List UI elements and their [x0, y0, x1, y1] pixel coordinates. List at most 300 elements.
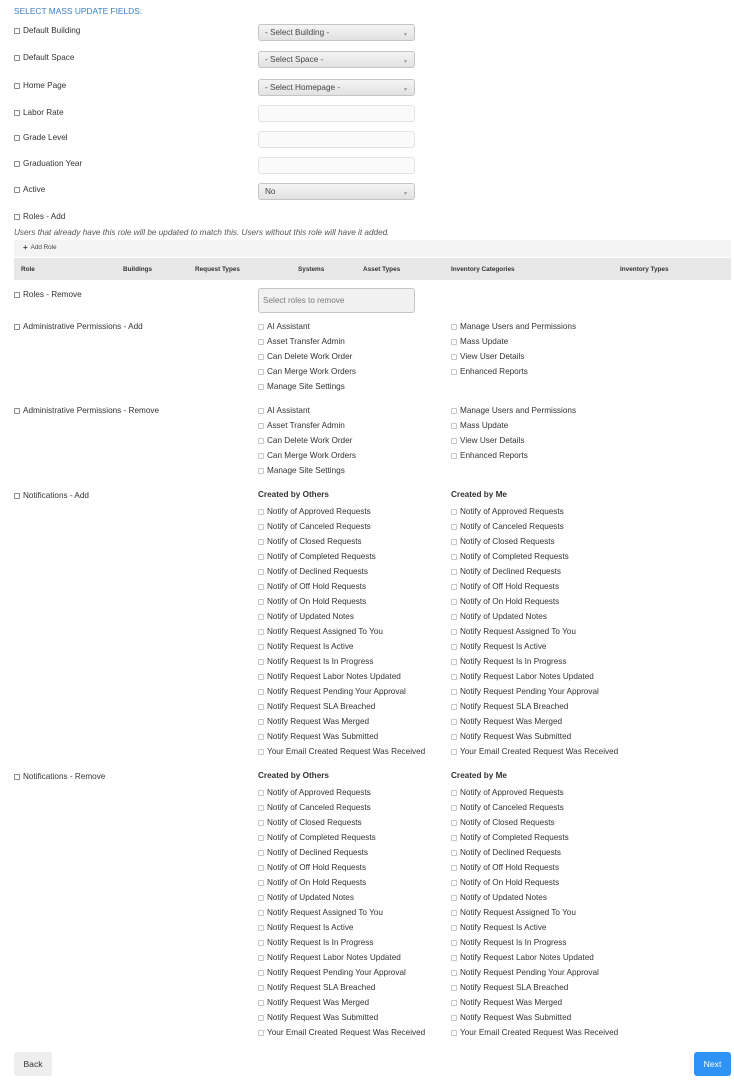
notification-option[interactable] — [451, 654, 618, 669]
notification-checkbox[interactable] — [451, 554, 457, 560]
permission-checkbox[interactable] — [258, 369, 264, 375]
notification-checkbox[interactable] — [258, 805, 264, 811]
notification-checkbox[interactable] — [258, 749, 264, 755]
home-page-field[interactable] — [14, 81, 66, 90]
notification-checkbox[interactable] — [451, 1000, 457, 1006]
permission-checkbox[interactable] — [451, 408, 457, 414]
admin-permissions-remove-field[interactable] — [14, 406, 159, 415]
notification-checkbox[interactable] — [258, 584, 264, 590]
notification-checkbox[interactable] — [258, 880, 264, 886]
permission-checkbox[interactable] — [258, 408, 264, 414]
active-checkbox[interactable] — [14, 187, 20, 193]
labor-rate-checkbox[interactable] — [14, 110, 20, 116]
notifications-add-created-by-me — [451, 490, 618, 759]
notification-option[interactable] — [451, 1010, 618, 1025]
notification-option[interactable] — [258, 714, 425, 729]
notification-option[interactable] — [451, 800, 618, 815]
notifications-add-field[interactable] — [14, 491, 89, 500]
notification-option[interactable] — [258, 504, 425, 519]
notification-checkbox[interactable] — [451, 910, 457, 916]
notification-option[interactable] — [258, 534, 425, 549]
notification-label: Notify of Updated Notes — [460, 612, 547, 621]
add-role-button[interactable] — [23, 243, 57, 252]
notification-option[interactable] — [451, 815, 618, 830]
notification-option[interactable] — [451, 950, 618, 965]
notification-option[interactable] — [258, 564, 425, 579]
roles-remove-label: Roles - Remove — [23, 290, 82, 299]
notification-option[interactable] — [451, 564, 618, 579]
permission-checkbox[interactable] — [258, 438, 264, 444]
notification-label: Notify of Approved Requests — [460, 788, 564, 797]
permission-option[interactable] — [258, 379, 356, 394]
labor-rate-field[interactable] — [14, 108, 64, 117]
column-header-role: Role — [21, 266, 35, 273]
notification-option[interactable] — [451, 579, 618, 594]
notification-option[interactable] — [258, 654, 425, 669]
notification-checkbox[interactable] — [258, 704, 264, 710]
notification-checkbox[interactable] — [258, 1030, 264, 1036]
notifications-remove-created-by-me — [451, 771, 618, 1040]
permission-checkbox[interactable] — [258, 468, 264, 474]
notification-option[interactable] — [451, 594, 618, 609]
chevron-down-icon: ▼ — [403, 87, 408, 93]
notification-label: Notify Request Was Submitted — [267, 732, 379, 741]
notification-label: Notify of Canceled Requests — [460, 803, 564, 812]
notification-option[interactable] — [258, 950, 425, 965]
notification-label: Notify Request Assigned To You — [460, 908, 576, 917]
notification-checkbox[interactable] — [451, 749, 457, 755]
section-title: SELECT MASS UPDATE FIELDS: — [14, 6, 143, 16]
labor-rate-label: Labor Rate — [23, 108, 64, 117]
permission-label: Manage Users and Permissions — [460, 406, 577, 415]
notification-label: Your Email Created Request Was Received — [460, 747, 619, 756]
notification-option[interactable] — [258, 744, 425, 759]
roles-add-note: Users that already have this role will be updated to match this. Users without this role will have it added. — [14, 228, 390, 237]
permission-checkbox[interactable] — [451, 438, 457, 444]
permission-label: Manage Site Settings — [267, 382, 345, 391]
notification-label: Notify Request Is Active — [267, 642, 354, 651]
notification-checkbox[interactable] — [451, 970, 457, 976]
notification-checkbox[interactable] — [451, 644, 457, 650]
notification-checkbox[interactable] — [451, 850, 457, 856]
notification-option[interactable] — [451, 1025, 618, 1040]
notification-option[interactable] — [258, 1025, 425, 1040]
permission-label: Can Delete Work Order — [267, 352, 353, 361]
notification-checkbox[interactable] — [258, 659, 264, 665]
notification-checkbox[interactable] — [451, 659, 457, 665]
notification-option[interactable] — [451, 684, 618, 699]
notification-option[interactable] — [258, 905, 425, 920]
notification-label: Notify of Closed Requests — [267, 537, 362, 546]
roles-add-field[interactable] — [14, 212, 65, 221]
notification-checkbox[interactable] — [451, 820, 457, 826]
back-button[interactable]: Back — [14, 1052, 52, 1076]
active-value: No — [265, 187, 276, 196]
notification-checkbox[interactable] — [258, 554, 264, 560]
notification-option[interactable] — [258, 890, 425, 905]
notification-checkbox[interactable] — [258, 865, 264, 871]
notification-checkbox[interactable] — [258, 820, 264, 826]
next-button[interactable]: Next — [694, 1052, 731, 1076]
notification-option[interactable] — [258, 729, 425, 744]
notification-label: Notify Request Is In Progress — [267, 657, 374, 666]
admin-permissions-add-label: Administrative Permissions - Add — [23, 322, 143, 331]
graduation-year-field[interactable] — [14, 159, 82, 168]
chevron-down-icon: ▼ — [403, 59, 408, 65]
notification-option[interactable] — [258, 594, 425, 609]
notification-option[interactable] — [451, 729, 618, 744]
notification-checkbox[interactable] — [451, 704, 457, 710]
notification-label: Notify Request Is Active — [460, 642, 547, 651]
notification-checkbox[interactable] — [258, 835, 264, 841]
notification-option[interactable] — [258, 1010, 425, 1025]
notification-checkbox[interactable] — [451, 584, 457, 590]
notification-checkbox[interactable] — [451, 790, 457, 796]
permission-option[interactable] — [451, 319, 576, 334]
notification-label: Notify of Canceled Requests — [267, 803, 371, 812]
notification-option[interactable] — [451, 920, 618, 935]
notification-option[interactable] — [451, 980, 618, 995]
notification-label: Notify Request Assigned To You — [267, 908, 383, 917]
notification-option[interactable] — [258, 669, 425, 684]
notification-label: Notify Request Is Active — [460, 923, 547, 932]
notification-label: Notify Request Labor Notes Updated — [460, 953, 594, 962]
notification-option[interactable] — [451, 965, 618, 980]
notification-checkbox[interactable] — [258, 719, 264, 725]
notification-checkbox[interactable] — [451, 674, 457, 680]
permission-checkbox[interactable] — [451, 354, 457, 360]
notifications-add-checkbox[interactable] — [14, 493, 20, 499]
notification-option[interactable] — [451, 534, 618, 549]
notification-label: Notify of Declined Requests — [267, 567, 369, 576]
notification-checkbox[interactable] — [451, 880, 457, 886]
notification-checkbox[interactable] — [451, 599, 457, 605]
notification-checkbox[interactable] — [258, 910, 264, 916]
notification-checkbox[interactable] — [258, 790, 264, 796]
active-label: Active — [23, 185, 46, 194]
roles-add-label: Roles - Add — [23, 212, 66, 221]
notification-checkbox[interactable] — [451, 539, 457, 545]
chevron-down-icon: ▼ — [403, 32, 408, 38]
notification-label: Notify Request Assigned To You — [267, 627, 383, 636]
notification-label: Notify Request Was Merged — [460, 717, 563, 726]
notification-checkbox[interactable] — [258, 644, 264, 650]
permission-label: Enhanced Reports — [460, 451, 528, 460]
notification-label: Notify of Completed Requests — [267, 552, 376, 561]
notification-option[interactable] — [258, 624, 425, 639]
graduation-year-label: Graduation Year — [23, 159, 83, 168]
active-field[interactable] — [14, 185, 45, 194]
permission-option[interactable] — [258, 433, 356, 448]
permission-option[interactable] — [451, 403, 576, 418]
roles-remove-select[interactable] — [258, 288, 415, 313]
notification-label: Notify of Approved Requests — [267, 507, 371, 516]
default-space-field[interactable] — [14, 53, 74, 62]
notification-checkbox[interactable] — [258, 955, 264, 961]
home-page-select[interactable] — [258, 79, 415, 96]
roles-remove-checkbox[interactable] — [14, 292, 20, 298]
notification-checkbox[interactable] — [451, 569, 457, 575]
notification-option[interactable] — [258, 639, 425, 654]
notification-label: Notify Request SLA Breached — [460, 983, 569, 992]
notification-option[interactable] — [258, 980, 425, 995]
active-select[interactable] — [258, 183, 415, 200]
notification-checkbox[interactable] — [451, 614, 457, 620]
default-building-checkbox[interactable] — [14, 28, 20, 34]
permission-option[interactable] — [258, 403, 356, 418]
permission-label: Can Delete Work Order — [267, 436, 353, 445]
permission-checkbox[interactable] — [258, 324, 264, 330]
notification-option[interactable] — [258, 935, 425, 950]
graduation-year-checkbox[interactable] — [14, 161, 20, 167]
notification-checkbox[interactable] — [258, 509, 264, 515]
notification-label: Notify of Updated Notes — [267, 893, 354, 902]
created-by-others-heading: Created by Others — [258, 771, 329, 780]
notifications-remove-created-by-others — [258, 771, 425, 1040]
notification-option[interactable] — [451, 845, 618, 860]
notification-label: Notify Request Was Merged — [267, 717, 370, 726]
notification-option[interactable] — [258, 684, 425, 699]
notification-option[interactable] — [451, 504, 618, 519]
home-page-checkbox[interactable] — [14, 83, 20, 89]
notification-checkbox[interactable] — [451, 734, 457, 740]
notification-list — [451, 785, 618, 1040]
notification-label: Notify of Completed Requests — [460, 833, 569, 842]
notification-option[interactable] — [451, 905, 618, 920]
notification-label: Notify Request Labor Notes Updated — [460, 672, 594, 681]
notification-option[interactable] — [451, 830, 618, 845]
notification-checkbox[interactable] — [258, 895, 264, 901]
permission-label: AI Assistant — [267, 322, 310, 331]
notification-checkbox[interactable] — [451, 805, 457, 811]
notification-option[interactable] — [258, 699, 425, 714]
notification-checkbox[interactable] — [451, 985, 457, 991]
notification-option[interactable] — [258, 785, 425, 800]
permission-checkbox[interactable] — [258, 384, 264, 390]
notification-label: Notify Request SLA Breached — [267, 702, 376, 711]
notification-option[interactable] — [258, 579, 425, 594]
permission-option[interactable] — [451, 349, 576, 364]
column-header-inventory-categories: Inventory Categories — [451, 266, 515, 273]
notification-checkbox[interactable] — [451, 865, 457, 871]
notification-checkbox[interactable] — [258, 734, 264, 740]
permission-option[interactable] — [451, 334, 576, 349]
default-space-label: Default Space — [23, 53, 75, 62]
permission-checkbox[interactable] — [451, 453, 457, 459]
grade-level-field[interactable] — [14, 133, 68, 142]
admin-permissions-remove-checkbox[interactable] — [14, 408, 20, 414]
notification-option[interactable] — [451, 639, 618, 654]
notification-label: Notify Request Assigned To You — [460, 627, 576, 636]
default-space-value: - Select Space - — [265, 55, 324, 64]
notification-label: Notify of Declined Requests — [267, 848, 369, 857]
notification-option[interactable] — [451, 860, 618, 875]
notification-option[interactable] — [451, 624, 618, 639]
notification-option[interactable] — [258, 800, 425, 815]
notification-label: Notify Request Was Submitted — [267, 1013, 379, 1022]
notification-checkbox[interactable] — [258, 569, 264, 575]
permission-checkbox[interactable] — [451, 324, 457, 330]
permission-checkbox[interactable] — [451, 423, 457, 429]
notification-option[interactable] — [451, 609, 618, 624]
permission-checkbox[interactable] — [258, 339, 264, 345]
notification-checkbox[interactable] — [258, 599, 264, 605]
notification-checkbox[interactable] — [451, 940, 457, 946]
notification-checkbox[interactable] — [258, 1000, 264, 1006]
admin-permissions-add-field[interactable] — [14, 322, 143, 331]
column-header-buildings: Buildings — [123, 266, 153, 273]
permission-option[interactable] — [258, 418, 356, 433]
permission-option[interactable] — [258, 463, 356, 478]
notification-checkbox[interactable] — [258, 1015, 264, 1021]
notification-option[interactable] — [258, 920, 425, 935]
notification-checkbox[interactable] — [258, 674, 264, 680]
graduation-year-input[interactable] — [258, 157, 415, 174]
notification-checkbox[interactable] — [451, 719, 457, 725]
notification-option[interactable] — [258, 995, 425, 1010]
notification-checkbox[interactable] — [451, 689, 457, 695]
default-building-field[interactable] — [14, 26, 80, 35]
permission-option[interactable] — [258, 334, 356, 349]
notification-checkbox[interactable] — [258, 629, 264, 635]
notification-label: Notify of Closed Requests — [460, 818, 555, 827]
notification-option[interactable] — [258, 830, 425, 845]
permission-option[interactable] — [451, 433, 576, 448]
notification-option[interactable] — [258, 609, 425, 624]
admin-add-right-list — [451, 319, 576, 379]
notification-checkbox[interactable] — [451, 955, 457, 961]
permission-option[interactable] — [258, 448, 356, 463]
notification-label: Notify of Closed Requests — [267, 818, 362, 827]
notification-option[interactable] — [451, 699, 618, 714]
created-by-me-heading: Created by Me — [451, 771, 507, 780]
notification-label: Notify Request Pending Your Approval — [460, 968, 599, 977]
notification-option[interactable] — [258, 815, 425, 830]
roles-remove-placeholder: Select roles to remove — [263, 296, 345, 305]
permission-label: AI Assistant — [267, 406, 310, 415]
notification-label: Notify Request Is In Progress — [460, 938, 567, 947]
notification-label: Notify Request Was Merged — [267, 998, 370, 1007]
notification-option[interactable] — [258, 845, 425, 860]
permission-label: Mass Update — [460, 337, 509, 346]
permission-checkbox[interactable] — [258, 453, 264, 459]
notification-label: Notify Request Labor Notes Updated — [267, 953, 401, 962]
notification-checkbox[interactable] — [258, 689, 264, 695]
column-header-request-types: Request Types — [195, 266, 240, 273]
permission-option[interactable] — [451, 448, 576, 463]
notification-label: Notify of Off Hold Requests — [460, 582, 560, 591]
notification-checkbox[interactable] — [451, 835, 457, 841]
notification-checkbox[interactable] — [258, 524, 264, 530]
notification-label: Notify of Off Hold Requests — [267, 863, 367, 872]
notification-option[interactable] — [258, 875, 425, 890]
roles-add-checkbox[interactable] — [14, 214, 20, 220]
chevron-down-icon: ▼ — [403, 191, 408, 197]
notification-checkbox[interactable] — [451, 629, 457, 635]
notification-checkbox[interactable] — [258, 925, 264, 931]
notification-checkbox[interactable] — [258, 985, 264, 991]
notification-label: Notify Request Pending Your Approval — [267, 968, 406, 977]
notification-label: Notify of Updated Notes — [267, 612, 354, 621]
permission-label: Can Merge Work Orders — [267, 451, 357, 460]
created-by-others-heading: Created by Others — [258, 490, 329, 499]
notification-label: Notify Request SLA Breached — [460, 702, 569, 711]
notification-checkbox[interactable] — [451, 1030, 457, 1036]
permission-checkbox[interactable] — [451, 339, 457, 345]
permission-checkbox[interactable] — [258, 354, 264, 360]
permission-label: Manage Users and Permissions — [460, 322, 577, 331]
notification-checkbox[interactable] — [451, 1015, 457, 1021]
notification-checkbox[interactable] — [258, 539, 264, 545]
notification-label: Notify of Canceled Requests — [267, 522, 371, 531]
notification-option[interactable] — [451, 549, 618, 564]
notification-label: Notify Request Was Submitted — [460, 732, 572, 741]
notification-option[interactable] — [451, 785, 618, 800]
permission-checkbox[interactable] — [451, 369, 457, 375]
permission-checkbox[interactable] — [258, 423, 264, 429]
permission-option[interactable] — [451, 418, 576, 433]
default-space-select[interactable] — [258, 51, 415, 68]
column-header-asset-types: Asset Types — [363, 266, 401, 273]
notification-option[interactable] — [451, 519, 618, 534]
notification-label: Notify of On Hold Requests — [460, 878, 560, 887]
notification-checkbox[interactable] — [258, 850, 264, 856]
notification-option[interactable] — [451, 669, 618, 684]
notification-checkbox[interactable] — [451, 895, 457, 901]
notification-checkbox[interactable] — [258, 940, 264, 946]
permission-label: Mass Update — [460, 421, 509, 430]
notification-option[interactable] — [451, 714, 618, 729]
permission-option[interactable] — [258, 364, 356, 379]
notification-option[interactable] — [451, 875, 618, 890]
permission-option[interactable] — [258, 319, 356, 334]
notification-option[interactable] — [451, 995, 618, 1010]
notification-checkbox[interactable] — [451, 925, 457, 931]
default-building-select[interactable] — [258, 24, 415, 41]
notification-label: Notify of Approved Requests — [460, 507, 564, 516]
notifications-remove-checkbox[interactable] — [14, 774, 20, 780]
notification-checkbox[interactable] — [451, 509, 457, 515]
notifications-remove-field[interactable] — [14, 772, 105, 781]
notification-option[interactable] — [258, 519, 425, 534]
notification-option[interactable] — [258, 860, 425, 875]
grade-level-checkbox[interactable] — [14, 135, 20, 141]
default-building-label: Default Building — [23, 26, 81, 35]
notification-checkbox[interactable] — [451, 524, 457, 530]
permission-option[interactable] — [258, 349, 356, 364]
notification-label: Notify Request Is In Progress — [460, 657, 567, 666]
notifications-add-label: Notifications - Add — [23, 491, 89, 500]
roles-remove-field[interactable] — [14, 290, 82, 299]
plus-icon: + — [23, 243, 28, 252]
notification-option[interactable] — [258, 965, 425, 980]
notification-option[interactable] — [258, 549, 425, 564]
notification-option[interactable] — [451, 744, 618, 759]
notification-option[interactable] — [451, 935, 618, 950]
notification-list — [258, 785, 425, 1040]
admin-permissions-add-checkbox[interactable] — [14, 324, 20, 330]
notification-checkbox[interactable] — [258, 614, 264, 620]
permission-label: Asset Transfer Admin — [267, 337, 345, 346]
labor-rate-input[interactable] — [258, 105, 415, 122]
notification-checkbox[interactable] — [258, 970, 264, 976]
permission-option[interactable] — [451, 364, 576, 379]
grade-level-input[interactable] — [258, 131, 415, 148]
notification-label: Notify of Completed Requests — [267, 833, 376, 842]
default-space-checkbox[interactable] — [14, 55, 20, 61]
notification-option[interactable] — [451, 890, 618, 905]
notification-label: Notify of Off Hold Requests — [267, 582, 367, 591]
